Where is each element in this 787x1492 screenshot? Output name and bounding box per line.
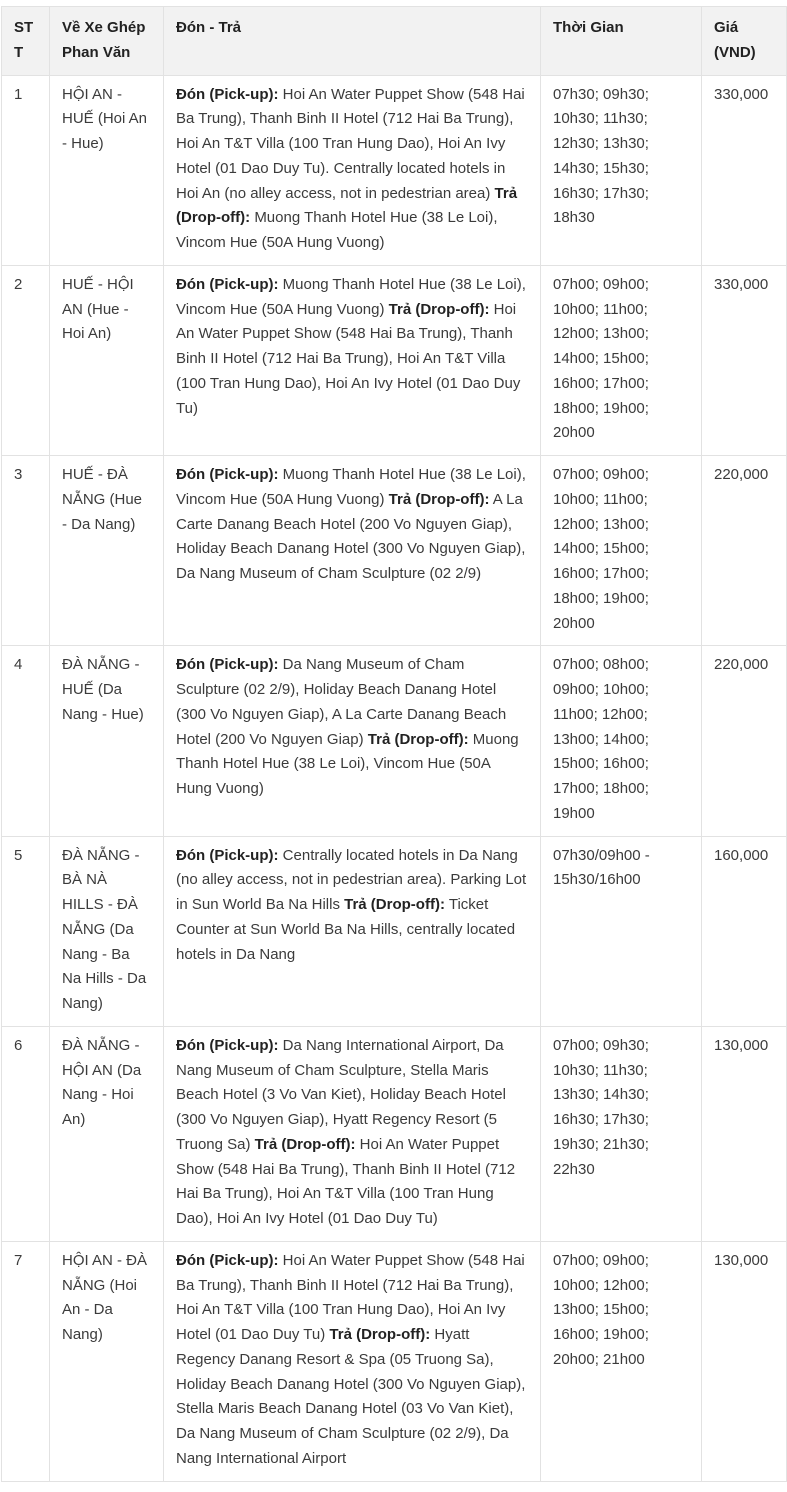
price-cell: 330,000 <box>702 75 787 265</box>
dropoff-text: Ticket Counter at Sun World Ba Na Hills, centrally located hotels in Da Nang <box>176 896 516 963</box>
price-cell: 130,000 <box>702 1026 787 1241</box>
pickup-text: Centrally located hotels in Da Nang (no alley access, not in pedestrian area). Parking Lot in Sun World Ba Na Hills <box>176 846 527 913</box>
route-name-cell: ĐÀ NẴNG - BÀ NÀ HILLS - ĐÀ NẴNG (Da Nang - Ba Na Hills - Da Nang) <box>50 836 164 1026</box>
dropoff-label: Trả (Drop-off): <box>176 184 518 227</box>
pickup-label: Đón (Pick-up): <box>176 466 279 483</box>
pickup-dropoff-cell <box>164 456 541 646</box>
pickup-text: Da Nang Museum of Cham Sculpture (02 2/9), Holiday Beach Danang Hotel (300 Vo Nguyen Giap), A La Carte Danang Beach Hotel (200 Vo Nguyen Giap) <box>176 656 507 748</box>
route-name-cell: HỘI AN - HUẾ (Hoi An - Hue) <box>50 75 164 265</box>
header-stt: STT <box>2 7 50 76</box>
pickup-label: Đón (Pick-up): <box>176 846 279 864</box>
row-number-cell: 5 <box>2 836 50 1026</box>
time-cell: 07h00; 09h00; 10h00; 12h00; 13h00; 15h00; 16h00; 19h00; 20h00; 21h00 <box>541 1241 702 1481</box>
time-cell: 07h30/09h00 - 15h30/16h00 <box>541 836 702 1026</box>
table-row <box>2 1241 787 1481</box>
pickup-label: Đón (Pick-up): <box>176 85 279 103</box>
time-cell: 07h00; 09h30; 10h30; 11h30; 13h30; 14h30; 16h30; 17h30; 19h30; 21h30; 22h30 <box>541 1026 702 1241</box>
pickup-dropoff-cell <box>164 75 541 265</box>
time-cell: 07h00; 09h00; 10h00; 11h00; 12h00; 13h00; 14h00; 15h00; 16h00; 17h00; 18h00; 19h00; 20h00 <box>541 456 702 646</box>
header-route: Về Xe Ghép Phan Văn <box>50 7 164 76</box>
time-cell: 07h30; 09h30; 10h30; 11h30; 12h30; 13h30; 14h30; 15h30; 16h30; 17h30; 18h30 <box>541 75 702 265</box>
pickup-label: Đón (Pick-up): <box>176 1036 279 1054</box>
table-row <box>2 265 787 455</box>
row-number-cell: 7 <box>2 1241 50 1481</box>
dropoff-label: Trả (Drop-off): <box>329 1326 431 1343</box>
header-time: Thời Gian <box>541 7 702 76</box>
row-number-cell: 6 <box>2 1026 50 1241</box>
dropoff-label: Trả (Drop-off): <box>344 896 445 913</box>
table-row <box>2 456 787 646</box>
dropoff-label: Trả (Drop-off): <box>388 490 490 508</box>
pickup-text: Muong Thanh Hotel Hue (38 Le Loi), Vincom Hue (50A Hung Vuong) <box>176 466 526 508</box>
route-name-cell: HUẾ - HỘI AN (Hue - Hoi An) <box>50 265 164 455</box>
header-price: Giá (VND) <box>702 7 787 76</box>
dropoff-text: A La Carte Danang Beach Hotel (200 Vo Nguyen Giap), Holiday Beach Danang Hotel (300 Vo Nguyen Giap), Da Nang Museum of Cham Sculpture (02 2/9) <box>176 490 526 582</box>
price-cell: 160,000 <box>702 836 787 1026</box>
header-pickup-dropoff: Đón - Trả <box>164 7 541 76</box>
pickup-text: Hoi An Water Puppet Show (548 Hai Ba Trung), Thanh Binh II Hotel (712 Hai Ba Trung), Hoi An T&T Villa (100 Tran Hung Dao), Hoi An Ivy Hotel (01 Dao Duy Tu) <box>176 1251 525 1343</box>
row-number-cell: 3 <box>2 456 50 646</box>
price-cell: 220,000 <box>702 456 787 646</box>
dropoff-label: Trả (Drop-off): <box>367 730 469 748</box>
dropoff-text: Hoi An Water Puppet Show (548 Hai Ba Trung), Thanh Binh II Hotel (712 Hai Ba Trung), Hoi An T&T Villa (100 Tran Hung Dao), Hoi An Ivy Hotel (01 Dao Duy Tu) <box>176 1135 516 1227</box>
dropoff-label: Trả (Drop-off): <box>254 1135 356 1153</box>
pickup-text: Da Nang International Airport, Da Nang Museum of Cham Sculpture, Stella Maris Beach Hotel (3 Vo Van Kiet), Holiday Beach Hotel (300 Vo Nguyen Giap), Hyatt Regency Resort (5 Truong Sa) <box>176 1036 506 1153</box>
pickup-label: Đón (Pick-up): <box>176 275 279 293</box>
route-name-cell: ĐÀ NẴNG - HỘI AN (Da Nang - Hoi An) <box>50 1026 164 1241</box>
pickup-dropoff-cell <box>164 265 541 455</box>
table-row <box>2 836 787 1026</box>
dropoff-text: Hyatt Regency Danang Resort & Spa (05 Truong Sa), Holiday Beach Danang Hotel (300 Vo Nguyen Giap), Stella Maris Beach Danang Hotel (03 Vo Van Kiet), Da Nang Museum of Cham Sculpture (02 2/9), Da Nang International Airport <box>176 1326 526 1467</box>
route-name-cell: ĐÀ NẴNG - HUẾ (Da Nang - Hue) <box>50 646 164 836</box>
row-number-cell: 2 <box>2 265 50 455</box>
dropoff-label: Trả (Drop-off): <box>388 300 490 318</box>
route-name-cell: HỘI AN - ĐÀ NẴNG (Hoi An - Da Nang) <box>50 1241 164 1481</box>
table-row <box>2 1026 787 1241</box>
pickup-text: Hoi An Water Puppet Show (548 Hai Ba Trung), Thanh Binh II Hotel (712 Hai Ba Trung), Hoi An T&T Villa (100 Tran Hung Dao), Hoi An Ivy Hotel (01 Dao Duy Tu). Centrally located hotels in Hoi An (no alley access, not in pedestrian area) <box>176 85 525 202</box>
pickup-dropoff-cell <box>164 836 541 1026</box>
price-cell: 220,000 <box>702 646 787 836</box>
pickup-dropoff-cell <box>164 1026 541 1241</box>
dropoff-text: Muong Thanh Hotel Hue (38 Le Loi), Vincom Hue (50A Hung Vuong) <box>176 730 519 797</box>
shuttle-price-table <box>1 6 787 1482</box>
price-cell: 130,000 <box>702 1241 787 1481</box>
table-header <box>2 7 787 76</box>
time-cell: 07h00; 08h00; 09h00; 10h00; 11h00; 12h00; 13h00; 14h00; 15h00; 16h00; 17h00; 18h00; 19h00 <box>541 646 702 836</box>
pickup-label: Đón (Pick-up): <box>176 1251 279 1269</box>
dropoff-text: Hoi An Water Puppet Show (548 Hai Ba Trung), Thanh Binh II Hotel (712 Hai Ba Trung), Hoi An T&T Villa (100 Tran Hung Dao), Hoi An Ivy Hotel (01 Dao Duy Tu) <box>176 300 521 417</box>
pickup-dropoff-cell <box>164 1241 541 1481</box>
table-header-row <box>2 7 787 76</box>
pickup-dropoff-cell <box>164 646 541 836</box>
pickup-text: Muong Thanh Hotel Hue (38 Le Loi), Vincom Hue (50A Hung Vuong) <box>176 275 526 318</box>
route-name-cell: HUẾ - ĐÀ NẴNG (Hue - Da Nang) <box>50 456 164 646</box>
row-number-cell: 4 <box>2 646 50 836</box>
table-row <box>2 75 787 265</box>
pickup-label: Đón (Pick-up): <box>176 656 279 674</box>
row-number-cell: 1 <box>2 75 50 265</box>
table-row <box>2 646 787 836</box>
price-cell: 330,000 <box>702 265 787 455</box>
dropoff-text: Muong Thanh Hotel Hue (38 Le Loi), Vincom Hue (50A Hung Vuong) <box>176 209 498 251</box>
table-body <box>2 75 787 1481</box>
time-cell: 07h00; 09h00; 10h00; 11h00; 12h00; 13h00; 14h00; 15h00; 16h00; 17h00; 18h00; 19h00; 20h00 <box>541 265 702 455</box>
